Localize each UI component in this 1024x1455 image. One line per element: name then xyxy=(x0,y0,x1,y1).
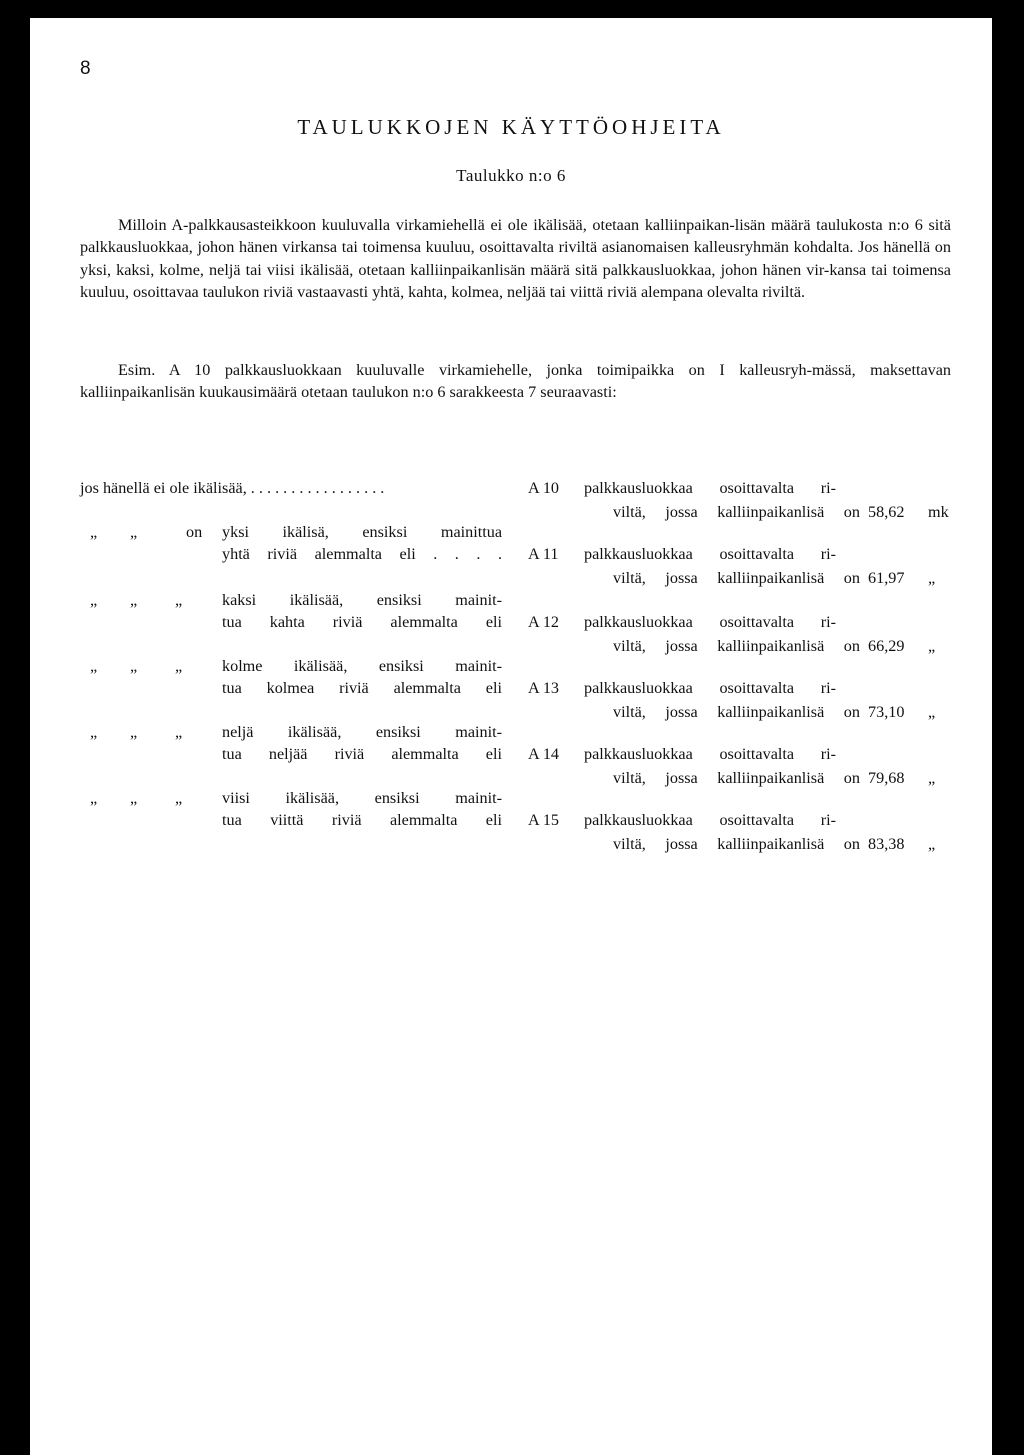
example-unit: „ xyxy=(928,769,936,787)
example-result-line1: palkkausluokkaa osoittavalta ri- xyxy=(584,613,836,631)
example-result-line1: palkkausluokkaa osoittavalta ri- xyxy=(584,479,836,497)
example-condition-line2: tua kahta riviä alemmalta eli xyxy=(222,613,502,631)
ditto-mark: „ xyxy=(130,723,138,741)
example-amount: 79,68 xyxy=(868,769,905,787)
ditto-mark: „ xyxy=(175,723,183,741)
example-result-line1: palkkausluokkaa osoittavalta ri- xyxy=(584,679,836,697)
example-unit: „ xyxy=(928,835,936,853)
example-result-line1: palkkausluokkaa osoittavalta ri- xyxy=(584,545,836,563)
example-amount: 73,10 xyxy=(868,703,905,721)
ditto-mark: „ xyxy=(130,789,138,807)
example-row-left xyxy=(80,787,530,835)
example-row xyxy=(80,721,960,787)
example-row-left xyxy=(80,721,530,769)
page-number: 8 xyxy=(80,58,91,79)
ditto-mark: „ xyxy=(90,591,98,609)
example-row xyxy=(80,655,960,721)
ditto-mark: „ xyxy=(175,591,183,609)
example-amount: 83,38 xyxy=(868,835,905,853)
example-condition-line1: jos hänellä ei ole ikälisää, . . . . . . . . . . . . . . . . . xyxy=(80,479,385,497)
example-condition-line2: tua kolmea riviä alemmalta eli xyxy=(222,679,502,697)
example-result-line1: palkkausluokkaa osoittavalta ri- xyxy=(584,811,836,829)
example-row-left xyxy=(80,655,530,703)
example-result-line2: viltä, jossa kalliinpaikanlisä on xyxy=(613,569,860,587)
example-condition-line1: kaksi ikälisää, ensiksi mainit- xyxy=(222,591,502,609)
example-on-word: on xyxy=(186,523,203,541)
ditto-mark: „ xyxy=(90,723,98,741)
example-amount: 66,29 xyxy=(868,637,905,655)
example-condition-line1: yksi ikälisä, ensiksi mainittua xyxy=(222,523,502,541)
ditto-mark: „ xyxy=(130,657,138,675)
ditto-mark: „ xyxy=(90,523,98,541)
example-unit: „ xyxy=(928,637,936,655)
example-result-line2: viltä, jossa kalliinpaikanlisä on xyxy=(613,703,860,721)
ditto-mark: „ xyxy=(175,789,183,807)
example-row xyxy=(80,787,960,853)
ditto-mark: „ xyxy=(90,657,98,675)
example-row-left xyxy=(80,521,530,569)
example-result-line2: viltä, jossa kalliinpaikanlisä on xyxy=(613,503,860,521)
example-unit: „ xyxy=(928,703,936,721)
example-condition-line1: neljä ikälisää, ensiksi mainit- xyxy=(222,723,502,741)
example-row xyxy=(80,477,960,525)
example-condition-line2: yhtä riviä alemmalta eli . . . . xyxy=(222,545,502,563)
example-condition-line2: tua viittä riviä alemmalta eli xyxy=(222,811,502,829)
example-result-line2: viltä, jossa kalliinpaikanlisä on xyxy=(613,769,860,787)
example-result-line1: palkkausluokkaa osoittavalta ri- xyxy=(584,745,836,763)
example-row xyxy=(80,589,960,655)
example-salary-grade: A 10 xyxy=(528,479,560,497)
example-salary-grade: A 12 xyxy=(528,613,560,631)
ditto-mark: „ xyxy=(175,657,183,675)
table-subtitle: Taulukko n:o 6 xyxy=(456,166,566,185)
example-row-left xyxy=(80,477,530,525)
example-unit: „ xyxy=(928,569,936,587)
example-condition-line2: tua neljää riviä alemmalta eli xyxy=(222,745,502,763)
example-paragraph: Esim. A 10 palkkausluokkaan kuuluvalle virkamiehelle, jonka toimipaikka on I kalleusryh-mässä, maksettavan kalliinpaikanlisän kuukausimäärä otetaan taulukon n:o 6 sarakkeesta 7 seuraavasti: xyxy=(80,361,951,402)
example-list xyxy=(80,477,960,877)
example-amount: 61,97 xyxy=(868,569,905,587)
example-unit: mk xyxy=(928,503,949,521)
example-row-left xyxy=(80,589,530,637)
document-page xyxy=(30,18,992,1455)
example-result-line2: viltä, jossa kalliinpaikanlisä on xyxy=(613,835,860,853)
example-condition-line1: kolme ikälisää, ensiksi mainit- xyxy=(222,657,502,675)
example-amount: 58,62 xyxy=(868,503,905,521)
example-salary-grade: A 13 xyxy=(528,679,560,697)
example-row xyxy=(80,521,960,587)
example-salary-grade: A 15 xyxy=(528,811,560,829)
example-salary-grade: A 14 xyxy=(528,745,560,763)
instruction-paragraph: Milloin A-palkkausasteikkoon kuuluvalla virkamiehellä ei ole ikälisää, otetaan kalliinpaikan-lisän määrä taulukosta n:o 6 sitä palkkausluokkaa, johon hänen virkansa tai toimensa kuuluu, osoittavalta riviltä asianomaisen kalleusryhmän kohdalta. Jos hänellä on yksi, kaksi, kolme, neljä tai viisi ikälisää, otetaan kalliinpaikanlisän määrä sitä palkkausluokkaa, johon hänen vir-kansa tai toimensa kuuluu, osoittavaa taulukon riviä vastaavasti yhtä, kahta, kolmea, neljää tai viittä riviä alempana olevalta riviltä. xyxy=(80,216,951,302)
ditto-mark: „ xyxy=(90,789,98,807)
ditto-mark: „ xyxy=(130,523,138,541)
example-result-line2: viltä, jossa kalliinpaikanlisä on xyxy=(613,637,860,655)
example-condition-line1: viisi ikälisää, ensiksi mainit- xyxy=(222,789,502,807)
page-title: TAULUKKOJEN KÄYTTÖOHJEITA xyxy=(297,115,725,139)
example-salary-grade: A 11 xyxy=(528,545,559,563)
ditto-mark: „ xyxy=(130,591,138,609)
